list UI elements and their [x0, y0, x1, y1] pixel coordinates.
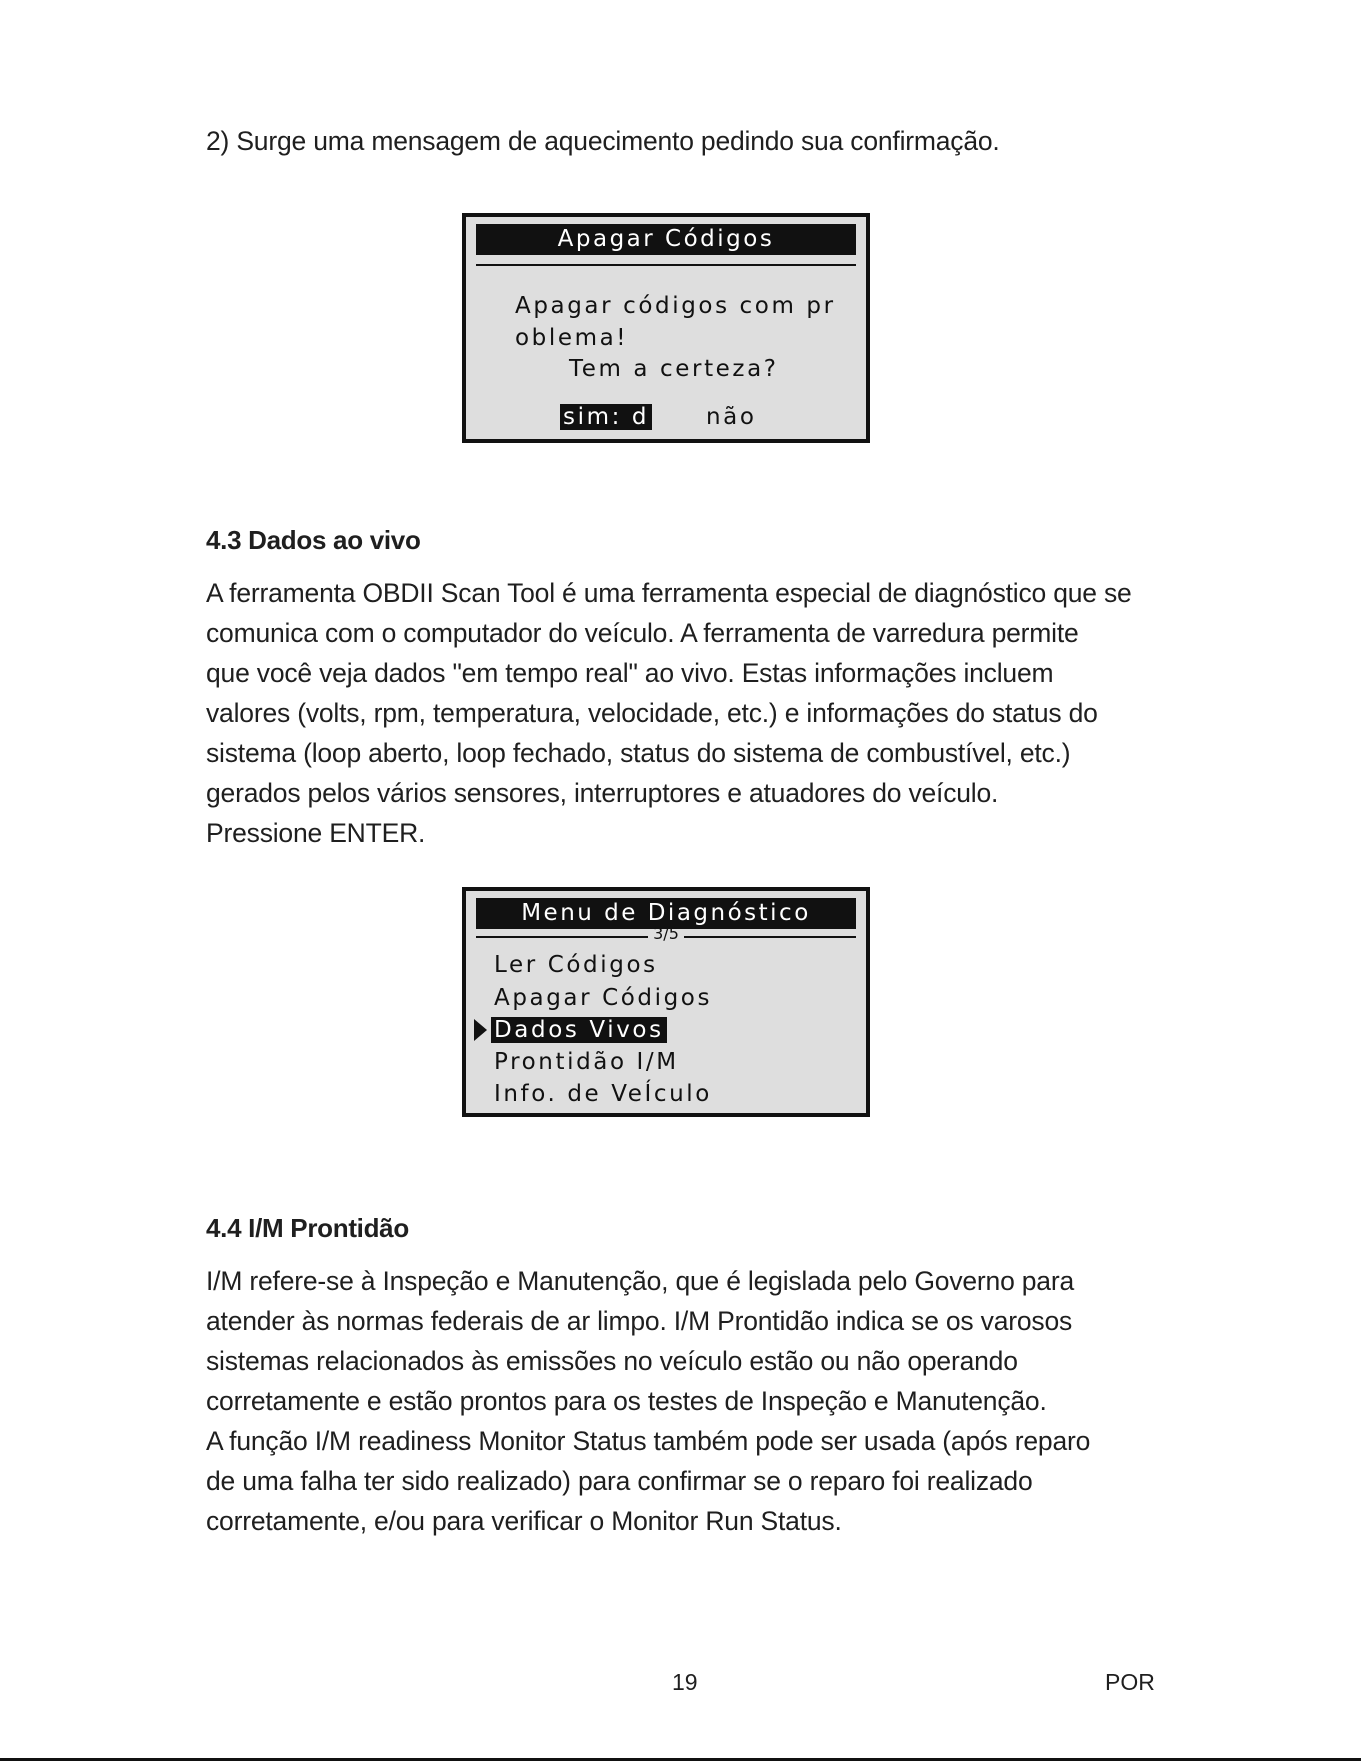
page-indicator: 3/5 — [653, 924, 679, 943]
section-heading-4-3: 4.3 Dados ao vivo — [206, 525, 421, 555]
text-line: de uma falha ter sido realizado) para confirmar se o reparo foi realizado — [206, 1466, 1033, 1496]
menu-item-erase-codes[interactable]: Apagar Códigos — [494, 985, 713, 1011]
text-line: Pressione ENTER. — [206, 818, 426, 848]
section-4-3-body — [206, 573, 1166, 853]
text-line: gerados pelos vários sensores, interruptores e atuadores do veículo. — [206, 778, 999, 808]
language-code: POR — [1105, 1669, 1155, 1695]
menu-item-live-data-label: Dados Vivos — [491, 1017, 667, 1043]
text-line: corretamente e estão prontos para os testes de Inspeção e Manutenção. — [206, 1386, 1047, 1416]
text-line: comunica com o computador do veículo. A ferramenta de varredura permite — [206, 618, 1079, 648]
text-line: valores (volts, rpm, temperatura, velocidade, etc.) e informações do status do — [206, 698, 1098, 728]
screen-title: Apagar Códigos — [476, 224, 856, 255]
text-line: 2) Surge uma mensagem de aquecimento pedindo sua confirmação. — [206, 126, 1000, 156]
text-line: corretamente, e/ou para verificar o Monitor Run Status. — [206, 1506, 842, 1536]
text-line: A função I/M readiness Monitor Status também pode ser usada (após reparo — [206, 1426, 1091, 1456]
diagnostic-menu-screen — [462, 887, 870, 1117]
page-number: 19 — [672, 1669, 698, 1695]
menu-item-read-codes[interactable]: Ler Códigos — [494, 952, 658, 978]
yes-option[interactable] — [560, 402, 652, 432]
screen-question: Tem a certeza? — [569, 356, 779, 382]
no-option[interactable]: não — [706, 404, 757, 430]
text-line: que você veja dados "em tempo real" ao vivo. Estas informações incluem — [206, 658, 1054, 688]
yes-option-label: sim: d — [560, 404, 652, 430]
menu-item-im-readiness[interactable]: Prontidão I/M — [494, 1049, 679, 1075]
screen-divider — [476, 264, 856, 266]
screen-line-1: Apagar códigos com pr — [515, 293, 836, 319]
text-line: I/M refere-se à Inspeção e Manutenção, que é legislada pelo Governo para — [206, 1266, 1075, 1296]
section-heading-4-4: 4.4 I/M Prontidão — [206, 1213, 409, 1243]
screen-line-2: oblema! — [515, 325, 629, 351]
text-line: sistema (loop aberto, loop fechado, status do sistema de combustível, etc.) — [206, 738, 1071, 768]
step-2-text — [206, 121, 1166, 161]
screen-title: Menu de Diagnóstico — [476, 898, 856, 929]
text-line: atender às normas federais de ar limpo. I/M Prontidão indica se os varosos — [206, 1306, 1073, 1336]
menu-item-vehicle-info[interactable]: Info. de VeÍculo — [494, 1081, 712, 1107]
erase-codes-screen — [462, 213, 870, 443]
menu-item-live-data[interactable] — [491, 1015, 667, 1045]
selection-arrow-icon — [474, 1019, 487, 1041]
section-4-4-body — [206, 1261, 1166, 1541]
text-line: sistemas relacionados às emissões no veículo estão ou não operando — [206, 1346, 1018, 1376]
text-line: A ferramenta OBDII Scan Tool é uma ferramenta especial de diagnóstico que se — [206, 578, 1132, 608]
